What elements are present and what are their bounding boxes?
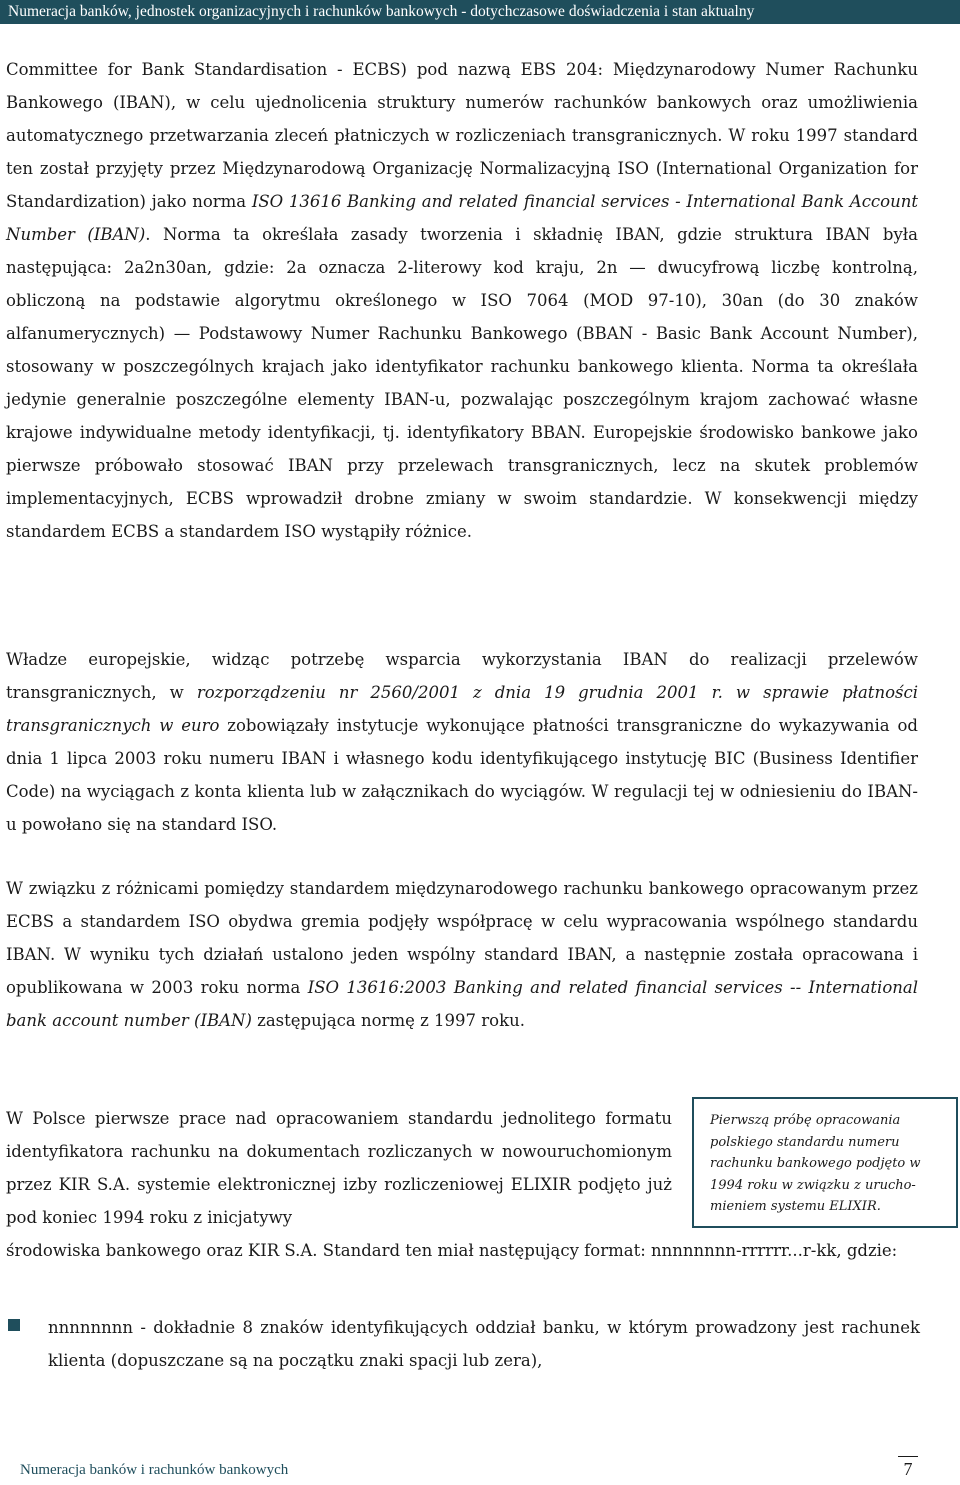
paragraph-common-standard bbox=[6, 872, 918, 1037]
page-number: 7 bbox=[903, 1459, 913, 1479]
paragraph-eu-regulation bbox=[6, 643, 918, 841]
paragraph-poland-start bbox=[6, 1102, 672, 1234]
footer-divider bbox=[898, 1456, 918, 1457]
italic-text-run: ISO 13616:2003 Banking and related financial services -- International bank account number (IBAN) bbox=[6, 978, 919, 1030]
margin-note-line: 1994 roku w związku z urucho- bbox=[710, 1177, 916, 1193]
paragraph-poland-format bbox=[6, 1234, 918, 1267]
italic-text-run: ISO 13616 Banking and related financial services - International Bank Account Number (IBAN) bbox=[6, 192, 918, 244]
margin-note-line: Pierwszą próbę opracowania bbox=[710, 1113, 901, 1128]
margin-note-line: rachunku bankowego podjęto w bbox=[710, 1156, 921, 1171]
running-header-title: Numeracja banków, jednostek organizacyjnych i rachunków bankowych - dotychczasowe doświadczenia i stan aktualny bbox=[8, 3, 755, 20]
margin-note-box bbox=[692, 1097, 958, 1228]
text-run: zobowiązały instytucje wykonujące płatności transgraniczne do wykazywania od dnia 1 lipca 2003 roku numeru IBAN i własnego kodu identyfikującego instytucję BIC (Business Identifier Code) na wyciągach z konta klienta lub w załącznikach do wyciągów. W regulacji tej w odniesieniu do IBAN-u powołano się na standard ISO. bbox=[6, 716, 918, 834]
text-run: środowiska bankowego oraz KIR S.A. Standard ten miał następujący format: nnnnnnnn-rrrrrr...r-kk, gdzie: bbox=[6, 1241, 898, 1260]
running-header bbox=[0, 0, 960, 24]
text-run: . Norma ta określała zasady tworzenia i składnię IBAN, gdzie struktura IBAN była następująca: 2a2n30an, gdzie: 2a oznacza 2-literowy kod kraju, 2n — dwucyfrową liczbę kontrolną, obliczoną na podstawie algorytmu określonego w ISO 7064 (MOD 97-10), 30an (do 30 znaków alfanumerycznych) — Podstawowy Numer Rachunku Bankowego (BBAN - Basic Bank Account Number), stosowany w poszczególnych krajach jako identyfikator rachunku bankowego klienta. Norma ta określała jedynie generalnie poszczególne elementy IBAN-u, pozwalając poszczególnym krajom zachować własne krajowe indywidualne metody identyfikacji, tj. identyfikatory BBAN. Europejskie środowisko bankowe jako pierwsze próbowało stosować IBAN przy przelewach transgranicznych, lecz na skutek problemów implementacyjnych, ECBS wprowadził drobne zmiany w swoim standardzie. W konsekwencji między standardem ECBS a standardem ISO wystąpiły różnice. bbox=[6, 225, 918, 541]
text-run: W Polsce pierwsze prace nad opracowaniem standardu jednolitego formatu identyfikatora rachunku na dokumentach rozliczanych w nowouruchomionym przez KIR S.A. systemie elektronicznej izby rozliczeniowej ELIXIR podjęto już pod koniec 1994 roku z inicjatywy bbox=[6, 1109, 672, 1227]
text-run: Władze europejskie, widząc potrzebę wsparcia wykorzystania IBAN do realizacji przelewów transgranicznych, w bbox=[6, 650, 918, 702]
margin-note-line: polskiego standardu numeru bbox=[710, 1134, 900, 1150]
italic-text-run: rozporządzeniu nr 2560/2001 z dnia 19 grudnia 2001 r. w sprawie płatności transgranicznych w euro bbox=[6, 683, 918, 735]
list-item-text: nnnnnnnn - dokładnie 8 znaków identyfikujących oddział banku, w którym prowadzony jest rachunek klienta (dopuszczane są na początku znaki spacji lub zera), bbox=[48, 1318, 920, 1370]
footer-title: Numeracja banków i rachunków bankowych bbox=[20, 1462, 289, 1478]
text-run: Committee for Bank Standardisation - ECBS) pod nazwą EBS 204: Międzynarodowy Numer Rachunku Bankowego (IBAN), w celu ujednolicenia struktury numerów rachunków bankowych oraz umożliwienia automatycznego przetwarzania zleceń płatniczych w rozliczeniach transgranicznych. W roku 1997 standard ten został przyjęty przez Międzynarodową Organizację Normalizacyjną ISO (International Organization for Standardization) jako norma bbox=[6, 60, 918, 211]
paragraph-iban-history bbox=[6, 53, 918, 548]
square-bullet-icon bbox=[8, 1319, 20, 1331]
margin-note-line: mieniem systemu ELIXIR. bbox=[710, 1199, 881, 1214]
text-run: W związku z różnicami pomiędzy standardem międzynarodowego rachunku bankowego opracowanym przez ECBS a standardem ISO obydwa gremia podjęły współpracę w celu wypracowania wspólnego standardu IBAN. W wyniku tych działań ustalono jeden wspólny standard IBAN, a następnie została opracowana i opublikowana w 2003 roku norma bbox=[6, 879, 918, 997]
text-run: zastępująca normę z 1997 roku. bbox=[251, 1011, 525, 1030]
